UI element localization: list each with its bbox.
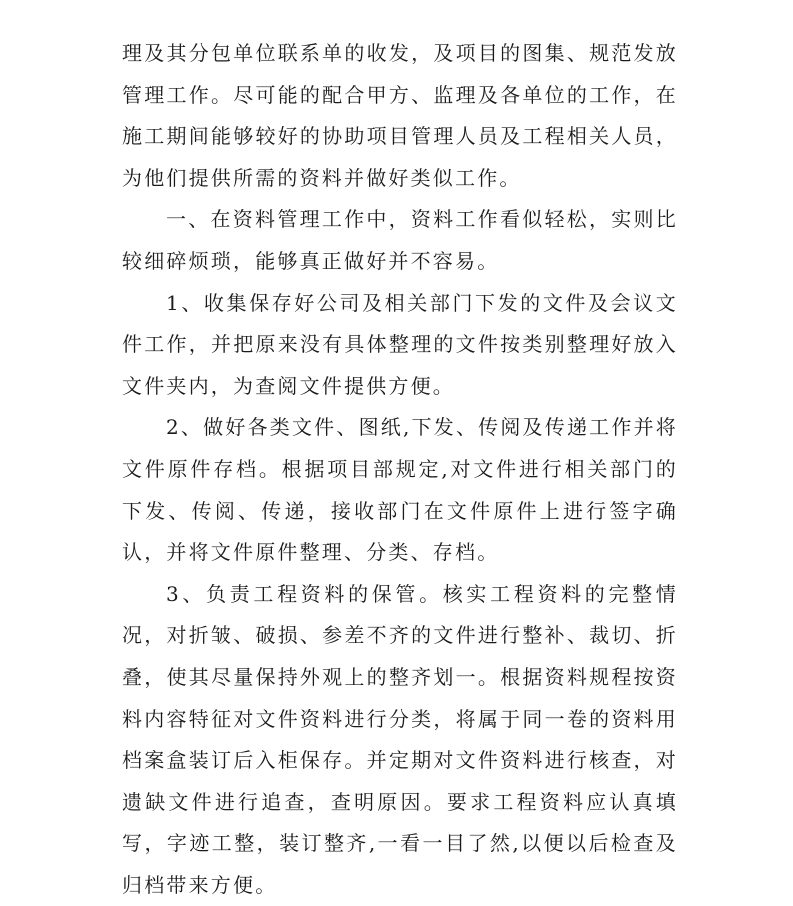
paragraph-2: 一、在资料管理工作中，资料工作看似轻松，实则比较细碎烦琐，能够真正做好并不容易。 — [122, 207, 678, 273]
paragraph-4: 2、做好各类文件、图纸,下发、传阅及传递工作并将文件原件存档。根据项目部规定,对文件进行相关部门的下发、传阅、传递，接收部门在文件原件上进行签字确认，并将文件原件整理、分类、存档。 — [122, 415, 678, 565]
paragraph-3: 1、收集保存好公司及相关部门下发的文件及会议文件工作，并把原来没有具体整理的文件按类别整理好放入文件夹内，为查阅文件提供方便。 — [122, 290, 678, 398]
paragraph-5: 3、负责工程资料的保管。核实工程资料的完整情况，对折皱、破损、参差不齐的文件进行整补、裁切、折叠，使其尽量保持外观上的整齐划一。根据资料规程按资料内容特征对文件资料进行分类，将属于同一卷的资料用档案盒装订后入柜保存。并定期对文件资料进行核查，对遗缺文件进行追查，查明原因。要求工程资料应认真填写，字迹工整，装订整齐,一看一目了然,以便以后检查及归档带来方便。 — [122, 581, 678, 897]
document-body — [122, 33, 678, 906]
paragraph-1: 理及其分包单位联系单的收发，及项目的图集、规范发放管理工作。尽可能的配合甲方、监理及各单位的工作，在施工期间能够较好的协助项目管理人员及工程相关人员，为他们提供所需的资料并做好类似工作。 — [122, 41, 678, 190]
